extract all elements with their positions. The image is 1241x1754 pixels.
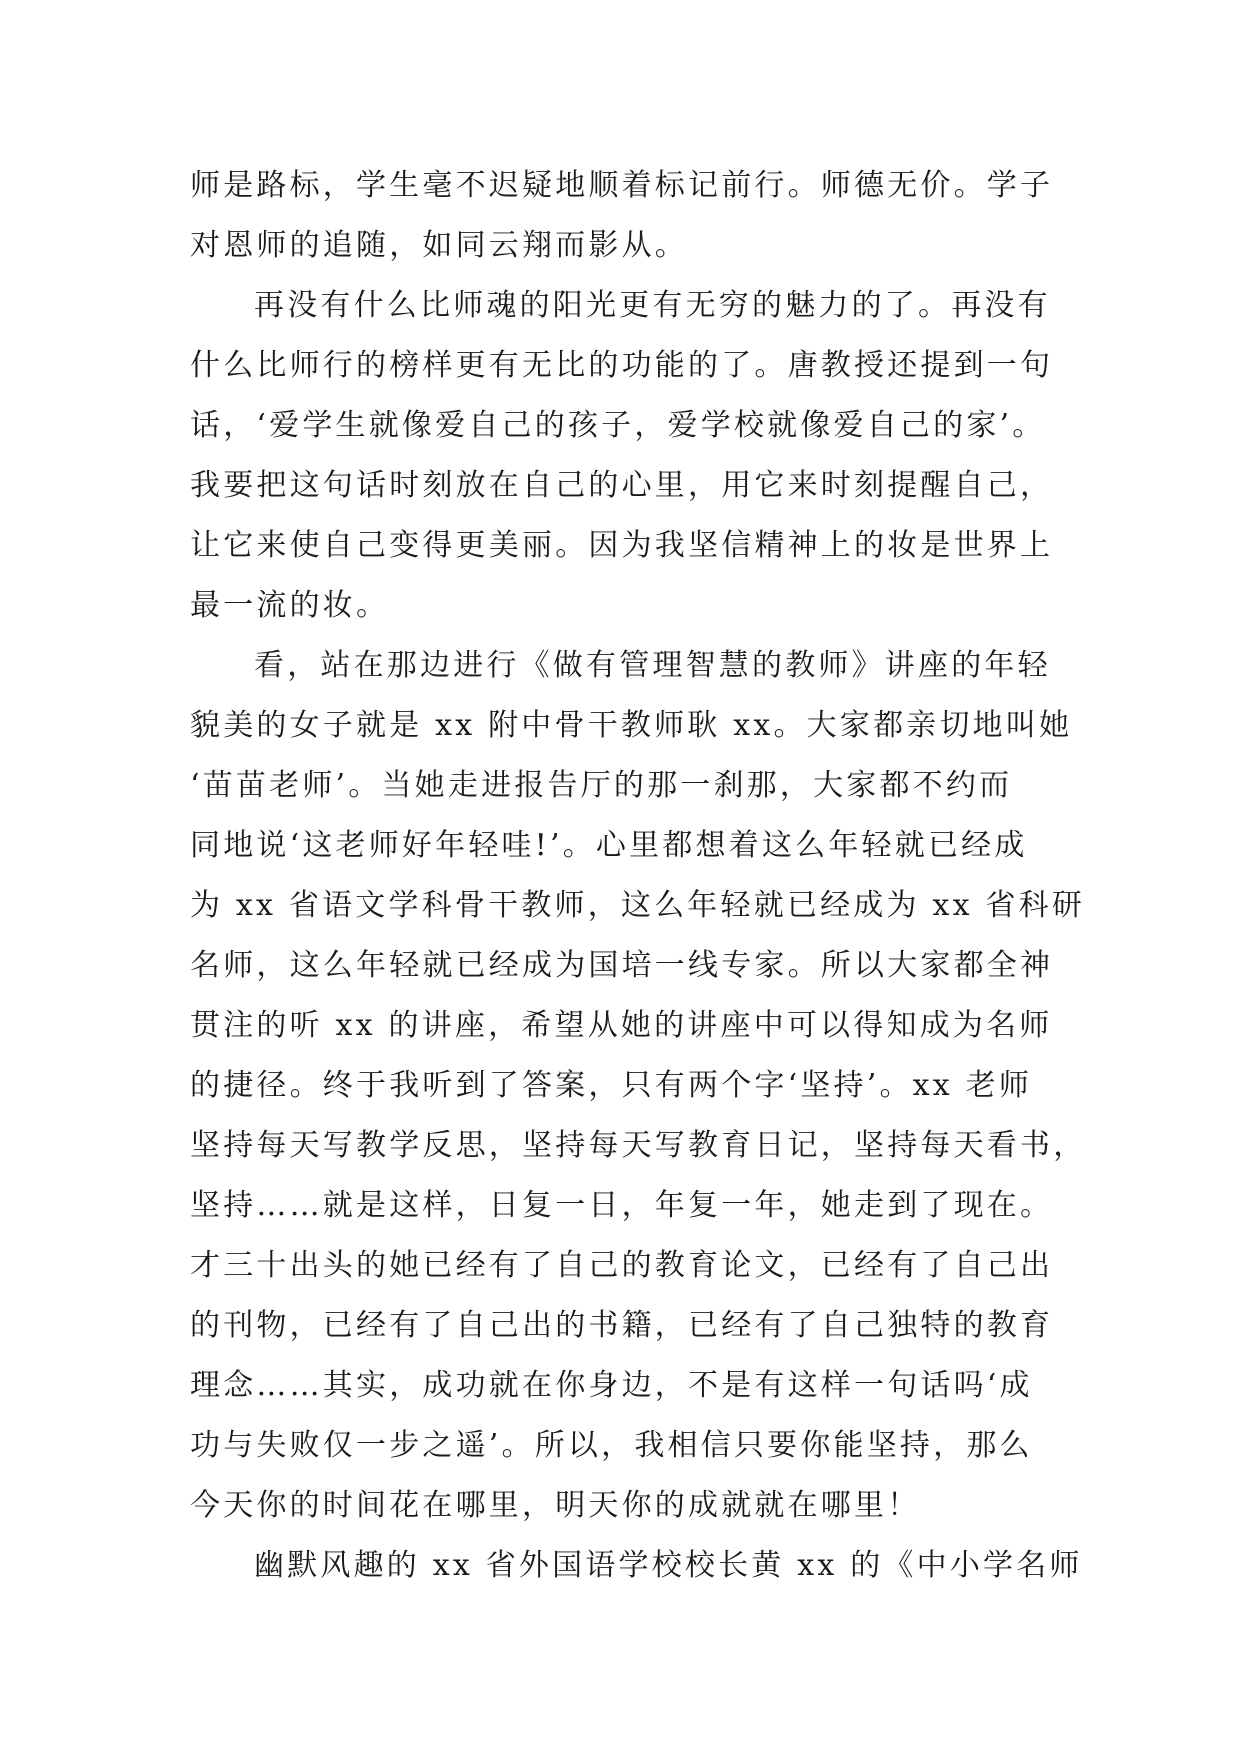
text-line: 让它来使自己变得更美丽。因为我坚信精神上的妆是世界上 <box>190 528 1054 563</box>
text-line: 为 xx 省语文学科骨干教师，这么年轻就已经成为 xx 省科研 <box>190 888 1086 923</box>
paragraph-first-line: 再没有什么比师魂的阳光更有无穷的魅力的了。再没有 <box>254 288 1051 323</box>
paragraph-first-line: 幽默风趣的 xx 省外国语学校校长黄 xx 的《中小学名师 <box>254 1548 1083 1583</box>
text-line: ‘苗苗老师’。当她走进报告厅的那一刹那，大家都不约而 <box>190 768 1013 803</box>
paragraph-first-line: 看，站在那边进行《做有管理智慧的教师》讲座的年轻 <box>254 648 1051 683</box>
text-line: 贯注的听 xx 的讲座，希望从她的讲座中可以得知成为名师 <box>190 1008 1053 1043</box>
text-line: 理念……其实，成功就在你身边，不是有这样一句话吗‘成 <box>190 1368 1033 1403</box>
text-line: 貌美的女子就是 xx 附中骨干教师耿 xx。大家都亲切地叫她 <box>190 708 1073 743</box>
text-line: 今天你的时间花在哪里，明天你的成就就在哪里！ <box>190 1488 921 1523</box>
text-line: 对恩师的追随，如同云翔而影从。 <box>190 228 688 263</box>
text-line: 的刊物，已经有了自己出的书籍，已经有了自己独特的教育 <box>190 1308 1054 1343</box>
text-line: 我要把这句话时刻放在自己的心里，用它来时刻提醒自己， <box>190 468 1054 503</box>
text-line: 坚持……就是这样，日复一日，年复一年，她走到了现在。 <box>190 1188 1054 1223</box>
text-line: 同地说‘这老师好年轻哇!’。心里都想着这么年轻就已经成 <box>190 828 1028 863</box>
text-line: 名师，这么年轻就已经成为国培一线专家。所以大家都全神 <box>190 948 1054 983</box>
text-line: 坚持每天写教学反思，坚持每天写教育日记，坚持每天看书， <box>190 1128 1087 1163</box>
text-line: 的捷径。终于我听到了答案，只有两个字‘坚持’。xx 老师 <box>190 1068 1033 1103</box>
text-line: 话，‘爱学生就像爱自己的孩子，爱学校就像爱自己的家’。 <box>190 408 1046 443</box>
text-line: 才三十出头的她已经有了自己的教育论文，已经有了自己出 <box>190 1248 1054 1283</box>
text-line: 师是路标，学生毫不迟疑地顺着标记前行。师德无价。学子 <box>190 168 1054 203</box>
text-line: 功与失败仅一步之遥’。所以，我相信只要你能坚持，那么 <box>190 1428 1033 1463</box>
text-line: 什么比师行的榜样更有无比的功能的了。唐教授还提到一句 <box>190 348 1054 383</box>
body-text <box>190 156 1087 1596</box>
text-line: 最一流的妆。 <box>190 588 390 623</box>
